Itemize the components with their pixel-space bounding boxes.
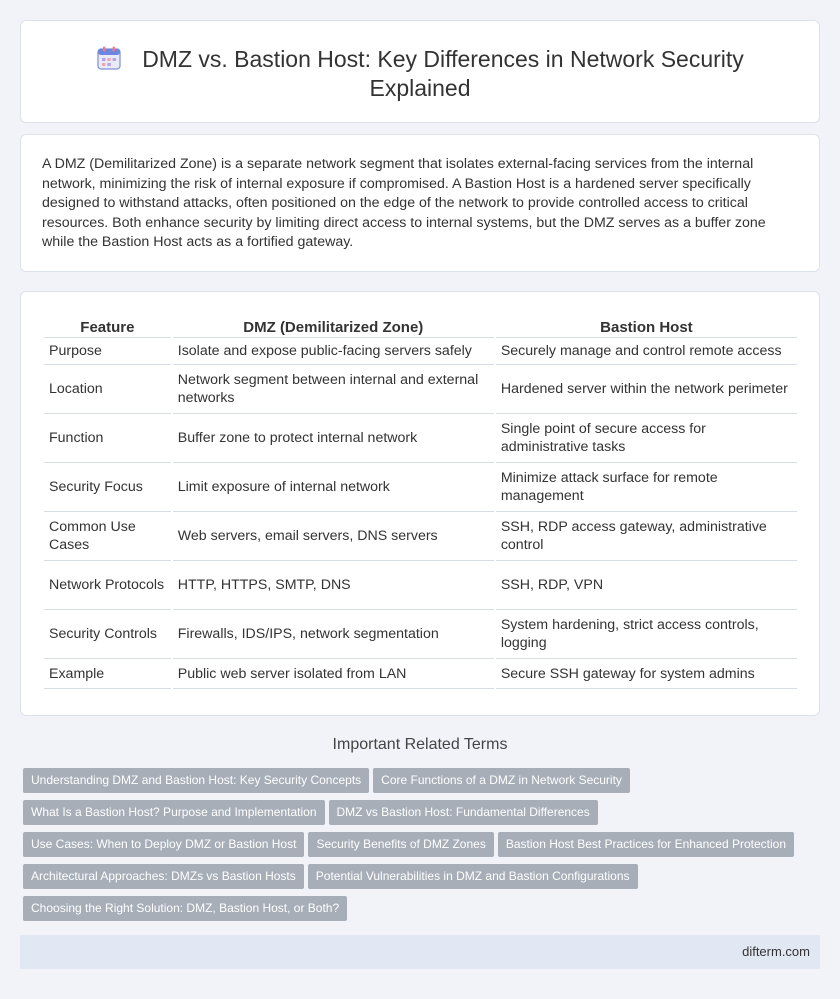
bastion-cell: Single point of secure access for administrative tasks: [496, 414, 797, 463]
table-row: [44, 659, 797, 689]
feature-cell: Purpose: [44, 338, 171, 365]
dmz-cell: Isolate and expose public-facing servers safely: [173, 338, 494, 365]
table-header-row: [44, 315, 797, 338]
page-title: [21, 45, 819, 103]
intro-card: [20, 134, 820, 272]
footer-site-link[interactable]: difterm.com: [742, 944, 810, 959]
bastion-cell: System hardening, strict access controls, logging: [496, 610, 797, 659]
table-row: [44, 512, 797, 561]
feature-cell: Network Protocols: [44, 561, 171, 610]
table-row: [44, 610, 797, 659]
table-row: [44, 463, 797, 512]
related-term-tag[interactable]: Choosing the Right Solution: DMZ, Bastion Host, or Both?: [23, 896, 347, 921]
feature-cell: Security Focus: [44, 463, 171, 512]
dmz-cell: Firewalls, IDS/IPS, network segmentation: [173, 610, 494, 659]
feature-cell: Function: [44, 414, 171, 463]
feature-cell: Security Controls: [44, 610, 171, 659]
footer-bar: [20, 935, 820, 969]
table-row: [44, 414, 797, 463]
related-term-tag[interactable]: Potential Vulnerabilities in DMZ and Bastion Configurations: [308, 864, 638, 889]
feature-cell: Example: [44, 659, 171, 689]
related-term-tag[interactable]: DMZ vs Bastion Host: Fundamental Differences: [329, 800, 598, 825]
related-term-tag[interactable]: Core Functions of a DMZ in Network Security: [373, 768, 630, 793]
bastion-cell: SSH, RDP access gateway, administrative control: [496, 512, 797, 561]
bastion-cell: Hardened server within the network perimeter: [496, 365, 797, 414]
header-dmz: DMZ (Demilitarized Zone): [173, 315, 494, 338]
title-card: [20, 20, 820, 123]
bastion-cell: Securely manage and control remote access: [496, 338, 797, 365]
title-line-2: Explained: [369, 75, 471, 101]
dmz-cell: Network segment between internal and external networks: [173, 365, 494, 414]
related-term-tag[interactable]: Security Benefits of DMZ Zones: [308, 832, 493, 857]
related-terms-heading: Important Related Terms: [332, 736, 508, 753]
bastion-cell: SSH, RDP, VPN: [496, 561, 797, 610]
feature-cell: Location: [44, 365, 171, 414]
bastion-cell: Secure SSH gateway for system admins: [496, 659, 797, 689]
related-term-tag[interactable]: Use Cases: When to Deploy DMZ or Bastion Host: [23, 832, 304, 857]
title-line-1: DMZ vs. Bastion Host: Key Differences in Network Security: [142, 46, 744, 72]
comparison-table: [42, 315, 799, 689]
related-term-tag[interactable]: Architectural Approaches: DMZs vs Bastion Hosts: [23, 864, 304, 889]
comparison-card: [20, 291, 820, 716]
related-term-tag[interactable]: Bastion Host Best Practices for Enhanced Protection: [498, 832, 794, 857]
table-row: [44, 561, 797, 610]
header-bastion-host: Bastion Host: [496, 315, 797, 338]
related-term-tag[interactable]: What Is a Bastion Host? Purpose and Implementation: [23, 800, 325, 825]
dmz-cell: Web servers, email servers, DNS servers: [173, 512, 494, 561]
feature-cell: Common Use Cases: [44, 512, 171, 561]
related-term-tag[interactable]: Understanding DMZ and Bastion Host: Key Security Concepts: [23, 768, 369, 793]
related-terms-list: [23, 768, 823, 928]
header-feature: Feature: [44, 315, 171, 338]
calendar-icon: [96, 45, 122, 71]
dmz-cell: HTTP, HTTPS, SMTP, DNS: [173, 561, 494, 610]
table-row: [44, 365, 797, 414]
intro-paragraph: A DMZ (Demilitarized Zone) is a separate network segment that isolates external-facing services from the internal network, minimizing the risk of internal exposure if compromised. A Bastion Host is a hardened server specifically designed to withstand attacks, often positioned on the edge of the network to provide controlled access to critical resources. Both enhance security by limiting direct access to internal systems, but the DMZ serves as a buffer zone while the Bastion Host acts as a fortified gateway.: [42, 156, 766, 251]
dmz-cell: Buffer zone to protect internal network: [173, 414, 494, 463]
table-row: [44, 338, 797, 365]
bastion-cell: Minimize attack surface for remote management: [496, 463, 797, 512]
dmz-cell: Limit exposure of internal network: [173, 463, 494, 512]
dmz-cell: Public web server isolated from LAN: [173, 659, 494, 689]
